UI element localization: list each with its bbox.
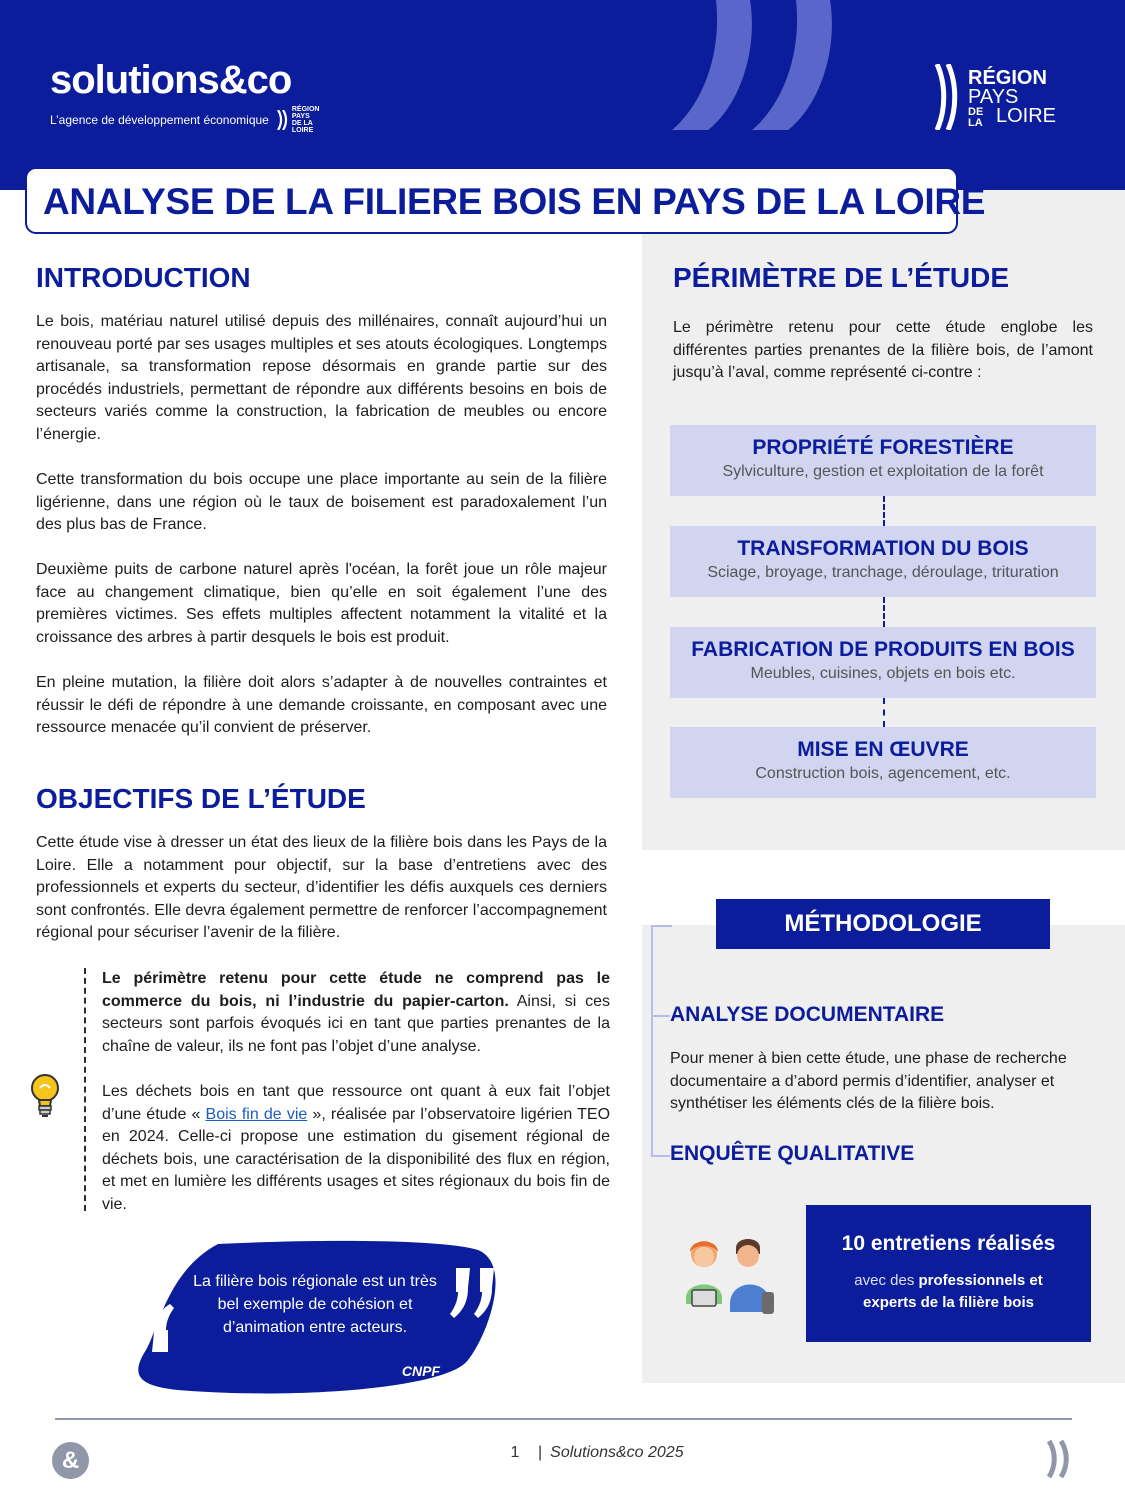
- methodologie-bracket: [642, 925, 672, 1157]
- quote-text: La filière bois régionale est un très bel exemple de cohésion et d’animation entre acteurs.: [193, 1273, 437, 1336]
- region-line2: PAYS: [968, 85, 1019, 108]
- stage-connector: [883, 597, 885, 627]
- introduction-heading: INTRODUCTION: [36, 262, 251, 293]
- page-number: 1: [510, 1444, 520, 1461]
- introduction-paragraph-2: Cette transformation du bois occupe une place importante au sein de la filière ligérienne, dans une région où le taux de boisement est paradoxalement l’un des plus bas de France.: [36, 471, 607, 534]
- bois-fin-de-vie-link[interactable]: Bois fin de vie: [205, 1105, 308, 1123]
- analyse-documentaire-text: Pour mener à bien cette étude, une phase de recherche documentaire a d’abord permis d’identifier, analyser et synthétiser les éléments clés de la filière bois.: [670, 1050, 1067, 1113]
- stage-connector: [883, 698, 885, 727]
- note-bold-text: Le périmètre retenu pour cette étude ne comprend pas le commerce du bois, ni l’industrie du papier-carton.: [102, 970, 610, 1010]
- mini-region-line4: LOIRE: [291, 127, 314, 134]
- perimetre-heading: PÉRIMÈTRE DE L’ÉTUDE: [673, 262, 1010, 293]
- region-line3a: DE: [968, 105, 984, 118]
- interview-people-icon: [680, 1232, 778, 1314]
- region-mark-icon: [277, 110, 289, 130]
- objectifs-paragraph: Cette étude vise à dresser un état des lieux de la filière bois dans les Pays de la Loire. Elle a notamment pour objectif, sur la base d’entretiens avec des professionnels et experts du secteur, d’identifier les défis auxquels ces derniers sont confrontés. Elle devra également permettre de renforcer l’accompagnement régional pour sécuriser l’avenir de la filière.: [36, 834, 607, 942]
- region-line3b: LA: [968, 116, 983, 129]
- region-line1: RÉGION: [968, 66, 1047, 89]
- stage-propriete-forestiere: [670, 425, 1096, 496]
- page-title: ANALYSE DE LA FILIERE BOIS EN PAYS DE LA LOIRE: [43, 181, 986, 222]
- footer-divider: [55, 1418, 1072, 1420]
- enquete-qualitative-heading: ENQUÊTE QUALITATIVE: [670, 1142, 915, 1165]
- note-p2-after: », réalisée par l’observatoire ligérien TEO en 2024. Celle-ci propose une estimation du gisement régional de déchets bois, une caractérisation de la disponibilité des flux en région, et met en lumière les différents usages et sites régionaux du bois fin de vie.: [102, 1105, 611, 1213]
- title-box: [25, 167, 986, 234]
- stage-subtitle: Sciage, broyage, tranchage, déroulage, trituration: [707, 564, 1059, 581]
- methodologie-heading: MÉTHODOLOGIE: [716, 899, 1050, 949]
- region-mark-icon: [934, 64, 960, 130]
- note-text: Ainsi, si ces secteurs sont parfois évoqués ici en tant que parties prenantes de la chaîne de valeur, ils ne font pas l’objet d’une analyse.: [102, 992, 610, 1055]
- stage-title: PROPRIÉTÉ FORESTIÈRE: [752, 436, 1014, 459]
- footer-separator: |: [538, 1444, 543, 1461]
- stage-title: TRANSFORMATION DU BOIS: [737, 537, 1029, 560]
- introduction-paragraph-4: En pleine mutation, la filière doit alors s’adapter à de nouvelles contraintes et réussir le défi de répondre à une demande croissante, en composant avec une ressource menacée qu’il convient de préserver.: [36, 674, 607, 737]
- stage-mise-en-oeuvre: [670, 727, 1096, 798]
- mini-region-line2: PAYS: [291, 113, 310, 120]
- region-mark-icon: [1046, 1440, 1076, 1478]
- scope-note: [84, 968, 611, 1213]
- perimetre-intro: Le périmètre retenu pour cette étude englobe les différentes parties prenantes de la filière bois, de l’amont jusqu’à l’aval, comme représenté ci-contre :: [673, 319, 1093, 382]
- footer-text: [500, 1444, 760, 1462]
- region-logo[interactable]: [934, 64, 1056, 130]
- region-line4: LOIRE: [996, 104, 1057, 127]
- stage-subtitle: Construction bois, agencement, etc.: [755, 765, 1011, 782]
- mini-region-logo: [277, 106, 320, 134]
- mini-region-line3: DE LA: [291, 120, 313, 127]
- footer-publisher: Solutions&co 2025: [550, 1444, 684, 1461]
- header-decoration: [660, 0, 860, 140]
- page-header: [0, 0, 1125, 190]
- mini-region-line1: RÉGION: [291, 106, 320, 113]
- stage-fabrication-produits: [670, 627, 1096, 698]
- stage-title: FABRICATION DE PRODUITS EN BOIS: [691, 638, 1075, 661]
- stage-subtitle: Sylviculture, gestion et exploitation de la forêt: [722, 463, 1044, 480]
- ampersand-icon: &: [52, 1442, 89, 1479]
- logo-wordmark: solutions&co: [50, 58, 292, 102]
- quote-author: CNPF: [401, 1363, 440, 1379]
- stat-subtitle: avec des: [854, 1272, 919, 1289]
- entretiens-stat-box: [806, 1205, 1091, 1342]
- objectifs-heading: OBJECTIFS DE L’ÉTUDE: [36, 783, 366, 814]
- stage-connector: [883, 496, 885, 526]
- stage-subtitle: Meubles, cuisines, objets en bois etc.: [750, 665, 1016, 682]
- analyse-documentaire-heading: ANALYSE DOCUMENTAIRE: [670, 1003, 945, 1026]
- solutions-co-logo[interactable]: [50, 58, 319, 134]
- introduction-paragraph-1: Le bois, matériau naturel utilisé depuis des millénaires, connaît aujourd’hui un renouveau porté par ses usages multiples et ses atouts écologiques. Longtemps artisanale, sa transformation repose désormais en grande partie sur des procédés industriels, permettant de répondre aux différents besoins en bois de secteurs variés comme la construction, la fabrication de meubles ou encore l’énergie.: [36, 313, 607, 443]
- stat-title: 10 entretiens réalisés: [841, 1232, 1056, 1255]
- stat-subtitle-bold: professionnels et experts de la filière bois: [863, 1272, 1043, 1311]
- stage-title: MISE EN ŒUVRE: [797, 738, 969, 761]
- lightbulb-icon: [28, 1072, 62, 1118]
- logo-tagline: L’agence de développement économique: [50, 113, 269, 127]
- note-p2-before: Les déchets bois en tant que ressource ont quant à eux fait l’objet d’une étude «: [102, 1082, 610, 1123]
- introduction-paragraph-3: Deuxième puits de carbone naturel après l'océan, la forêt joue un rôle majeur face au changement climatique, bien qu’elle en soit également l’une des premières victimes. Ses effets multiples affectent notamment la vitalité et la croissance des arbres à partir desquels le bois est produit.: [36, 561, 607, 646]
- stage-transformation-du-bois: [670, 526, 1096, 597]
